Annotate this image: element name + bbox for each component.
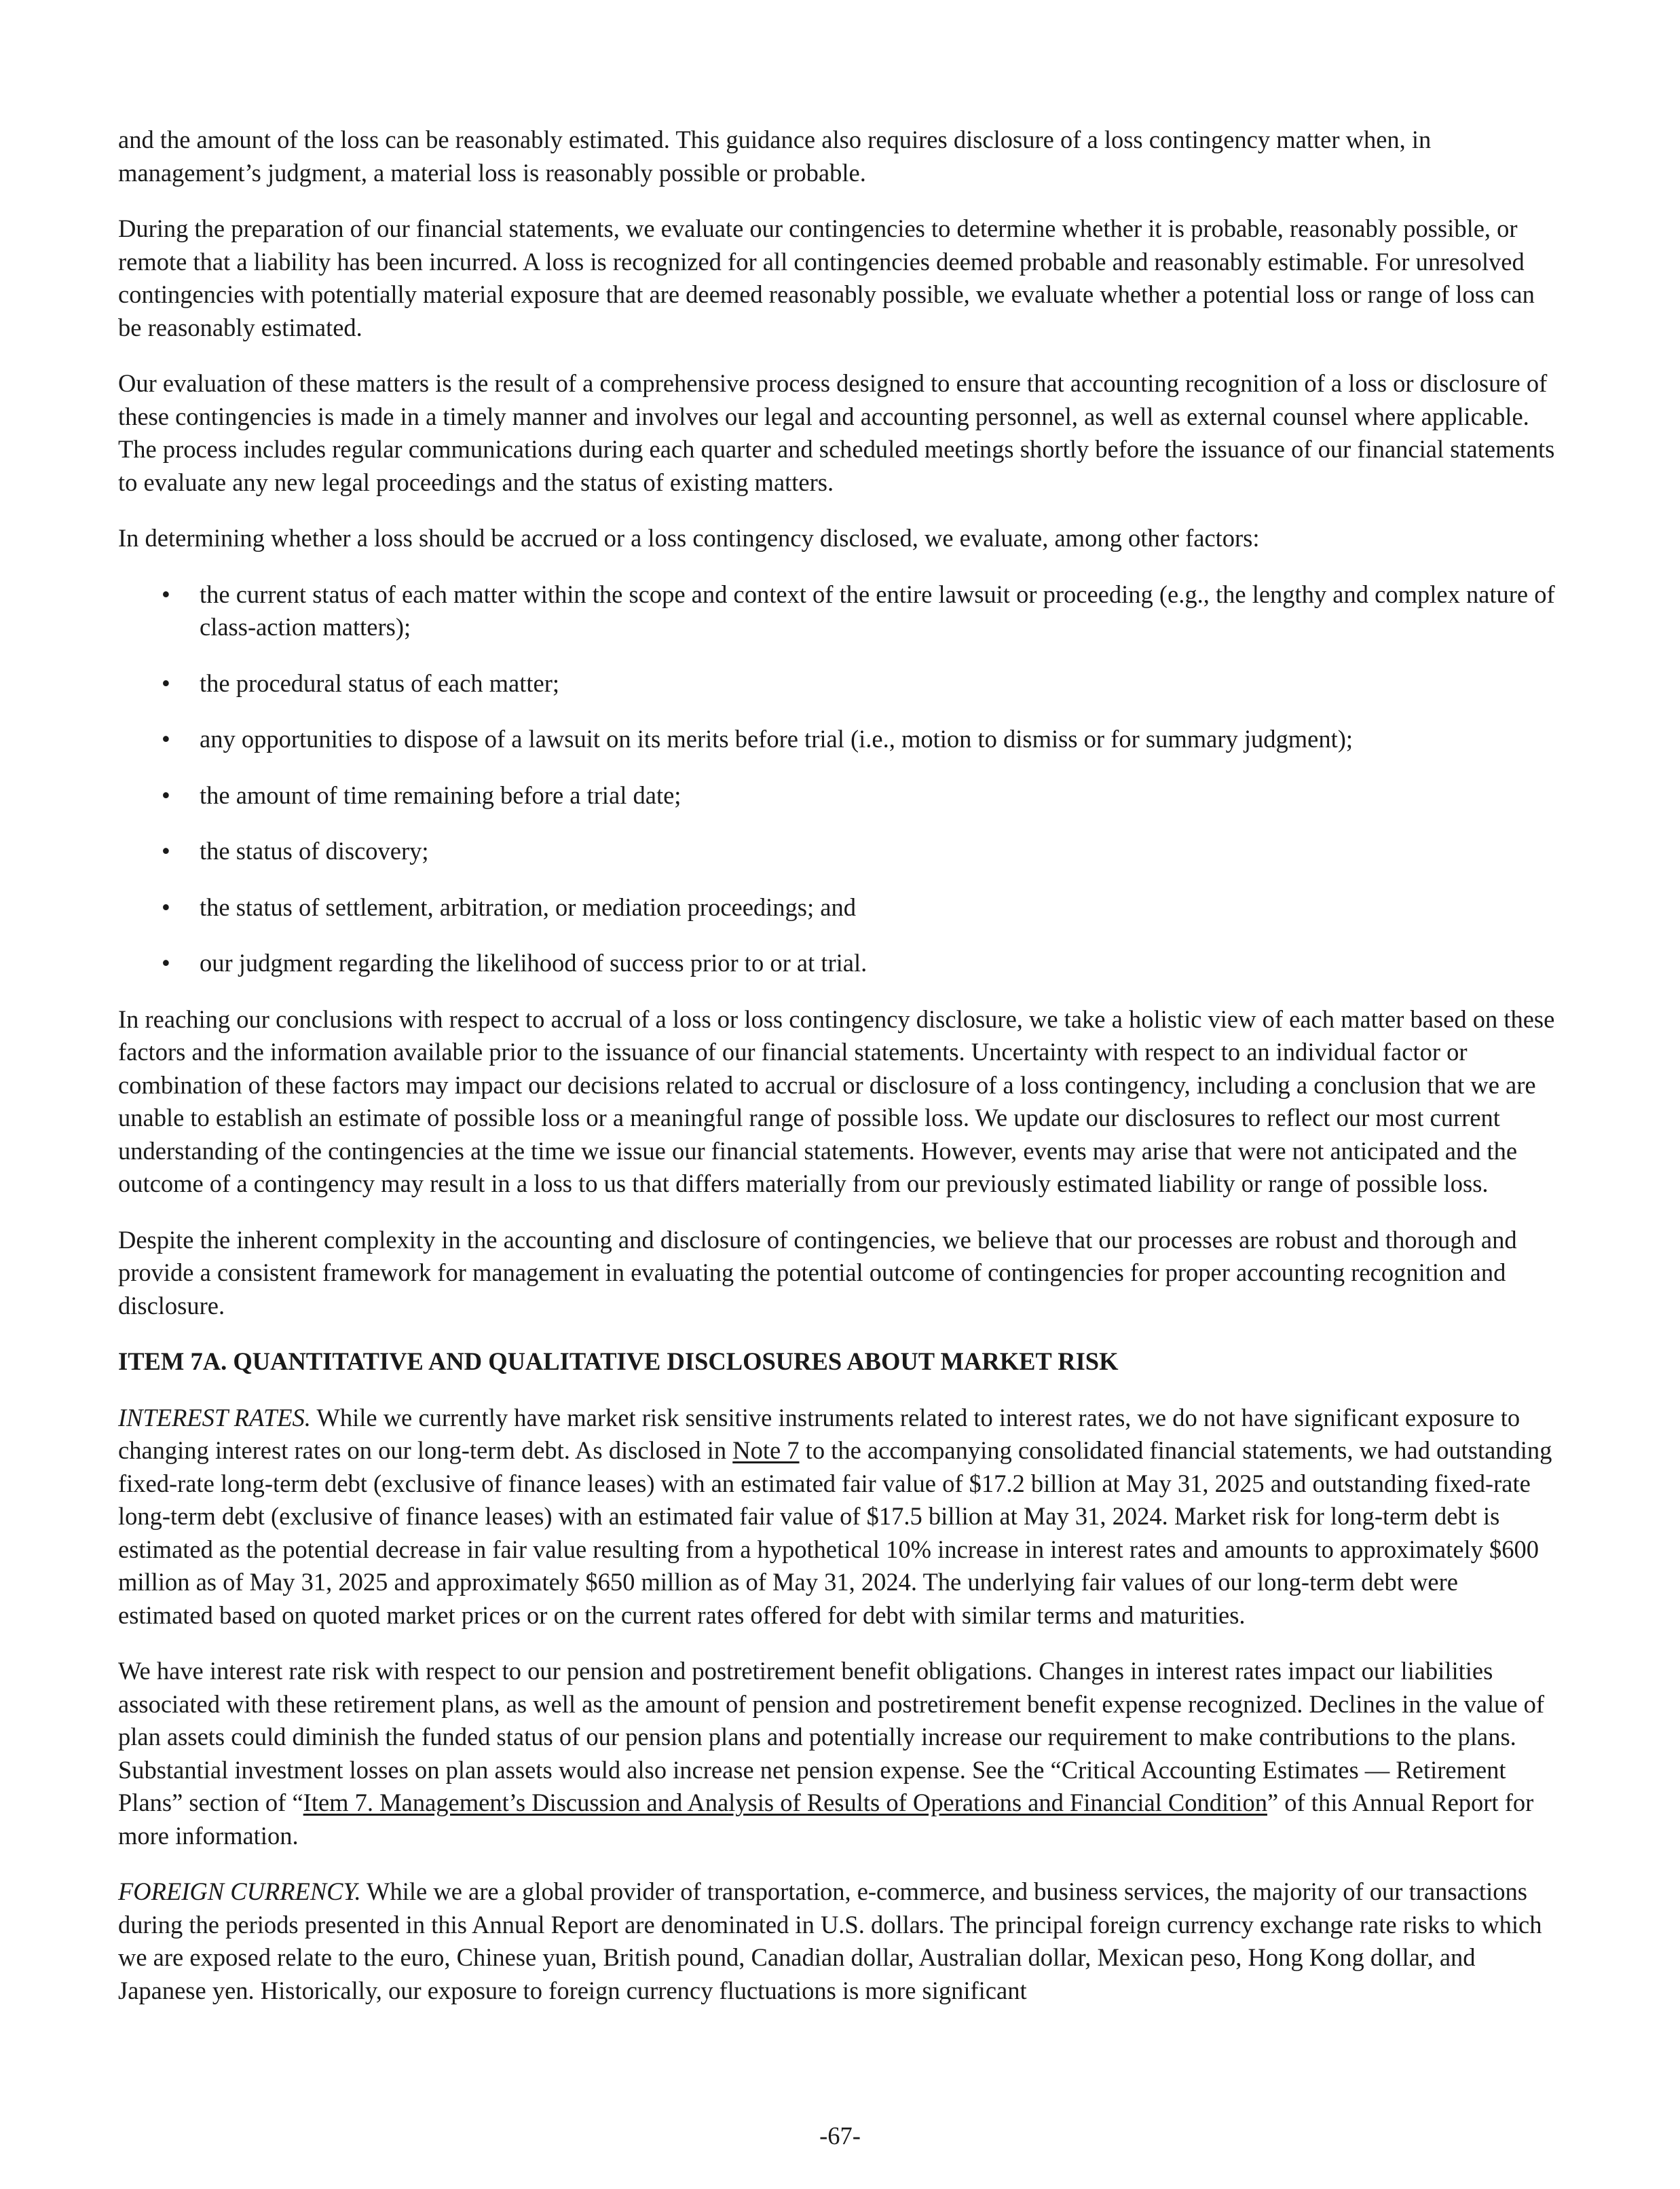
- paragraph-evaluation-process: Our evaluation of these matters is the result of a comprehensive process designed to ensure that accounting recognition of a loss or disclosure of these contingencies is made in a timely manner and involves our legal and accounting personnel, as well as external counsel where applicable. The process includes regular communications during each quarter and scheduled meetings shortly before the issuance of our financial statements to evaluate any new legal proceedings and the status of existing matters.: [118, 369, 1555, 496]
- paragraph-interest-rates: [118, 1402, 1557, 1632]
- bullet-icon: •: [162, 893, 170, 921]
- pension-text-a: We have interest rate risk with respect to our pension and postretirement benefit obligations. Changes in interest rates impact our liabilities associated with these retirement plans, as well as the amount of pension and postretirement benefit expense recognized. Declines in the value of plan assets could diminish the funded status of our pension plans and potentially increase our requirement to make contributions to the plans. Substantial investment losses on plan assets would also increase net pension expense. See the “Critical Accounting Estimates — Retirement Plans” section of “: [118, 1657, 1545, 1816]
- list-item: [118, 667, 1557, 700]
- paragraph-loss-guidance: and the amount of the loss can be reasonably estimated. This guidance also requires disclosure of a loss contingency matter when, in management’s judgment, a material loss is reasonably possible or probable.: [118, 126, 1432, 187]
- paragraph-conclusions: In reaching our conclusions with respect to accrual of a loss or loss contingency disclosure, we take a holistic view of each matter based on these factors and the information available prior to the issuance of our financial statements. Uncertainty with respect to an individual factor or combination of these factors may impact our decisions related to accrual or disclosure of a loss contingency, including a conclusion that we are unable to establish an estimate of possible loss or a meaningful range of possible loss. We update our disclosures to reflect our most current understanding of the contingencies at the time we issue our financial statements. However, events may arise that were not anticipated and the outcome of a contingency may result in a loss to us that differs materially from our previously estimated liability or range of possible loss.: [118, 1005, 1555, 1197]
- paragraph-foreign-currency: [118, 1875, 1557, 2007]
- note-7-link[interactable]: Note 7: [732, 1436, 800, 1464]
- list-item: [118, 779, 1557, 812]
- document-page: [118, 124, 1557, 2030]
- factors-list: [118, 578, 1557, 980]
- page-number: -67-: [819, 2122, 861, 2150]
- list-item-text: the current status of each matter within the scope and context of the entire lawsuit or proceeding (e.g., the lengthy and complex nature of class-action matters);: [200, 580, 1555, 641]
- list-item-text: our judgment regarding the likelihood of success prior to or at trial.: [200, 949, 867, 977]
- foreign-currency-text: While we are a global provider of transportation, e-commerce, and business services, the majority of our transactions during the periods presented in this Annual Report are denominated in U.S. dollars. The principal foreign currency exchange rate risks to which we are exposed relate to the euro, Chinese yuan, British pound, Canadian dollar, Australian dollar, Mexican peso, Hong Kong dollar, and Japanese yen. Historically, our exposure to foreign currency fluctuations is more significant: [118, 1877, 1542, 2004]
- item-7-link[interactable]: Item 7. Management’s Discussion and Analysis of Results of Operations and Financial Condition: [303, 1789, 1267, 1816]
- list-item-text: the amount of time remaining before a trial date;: [200, 781, 682, 809]
- paragraph-evaluation-preparation: During the preparation of our financial statements, we evaluate our contingencies to determine whether it is probable, reasonably possible, or remote that a liability has been incurred. A loss is recognized for all contingencies deemed probable and reasonably estimable. For unresolved contingencies with potentially material exposure that are deemed reasonably possible, we evaluate whether a potential loss or range of loss can be reasonably estimated.: [118, 214, 1535, 341]
- list-item-text: the status of settlement, arbitration, or mediation proceedings; and: [200, 893, 856, 921]
- list-item-text: the status of discovery;: [200, 837, 429, 865]
- list-item: [118, 835, 1557, 868]
- list-item-text: the procedural status of each matter;: [200, 669, 560, 697]
- bullet-icon: •: [162, 669, 170, 697]
- paragraph-pension-risk: [118, 1655, 1557, 1852]
- paragraph-factors-intro: In determining whether a loss should be accrued or a loss contingency disclosed, we evaluate, among other factors:: [118, 524, 1260, 552]
- list-item: [118, 578, 1557, 644]
- bullet-icon: •: [162, 837, 170, 865]
- bullet-icon: •: [162, 725, 170, 753]
- interest-rates-text-a: While we currently have market risk sensitive instruments related to interest rates, we do not have significant exposure to changing interest rates on our long-term debt. As disclosed in: [118, 1403, 1520, 1464]
- bullet-icon: •: [162, 781, 170, 809]
- interest-rates-lead: INTEREST RATES.: [118, 1403, 311, 1432]
- list-item: [118, 723, 1557, 756]
- pension-text-b: ” of this Annual Report for more information.: [118, 1789, 1534, 1850]
- section-heading-item-7a: ITEM 7A. QUANTITATIVE AND QUALITATIVE DISCLOSURES ABOUT MARKET RISK: [118, 1347, 1119, 1375]
- list-item: [118, 947, 1557, 980]
- bullet-icon: •: [162, 949, 170, 977]
- paragraph-complexity: Despite the inherent complexity in the accounting and disclosure of contingencies, we believe that our processes are robust and thorough and provide a consistent framework for management in evaluating the potential outcome of contingencies for proper accounting recognition and disclosure.: [118, 1225, 1517, 1320]
- list-item: [118, 891, 1557, 924]
- foreign-currency-lead: FOREIGN CURRENCY.: [118, 1877, 361, 1905]
- bullet-icon: •: [162, 580, 170, 608]
- interest-rates-text-b: to the accompanying consolidated financial statements, we had outstanding fixed-rate long-term debt (exclusive of finance leases) with an estimated fair value of $17.2 billion at May 31, 2025 and outstanding fixed-rate long-term debt (exclusive of finance leases) with an estimated fair value of $17.5 billion at May 31, 2024. Market risk for long-term debt is estimated as the potential decrease in fair value resulting from a hypothetical 10% increase in interest rates and amounts to approximately $600 million as of May 31, 2025 and approximately $650 million as of May 31, 2024. The underlying fair values of our long-term debt were estimated based on quoted market prices or on the current rates offered for debt with similar terms and maturities.: [118, 1436, 1552, 1629]
- list-item-text: any opportunities to dispose of a lawsuit on its merits before trial (i.e., motion to dismiss or for summary judgment);: [200, 725, 1354, 753]
